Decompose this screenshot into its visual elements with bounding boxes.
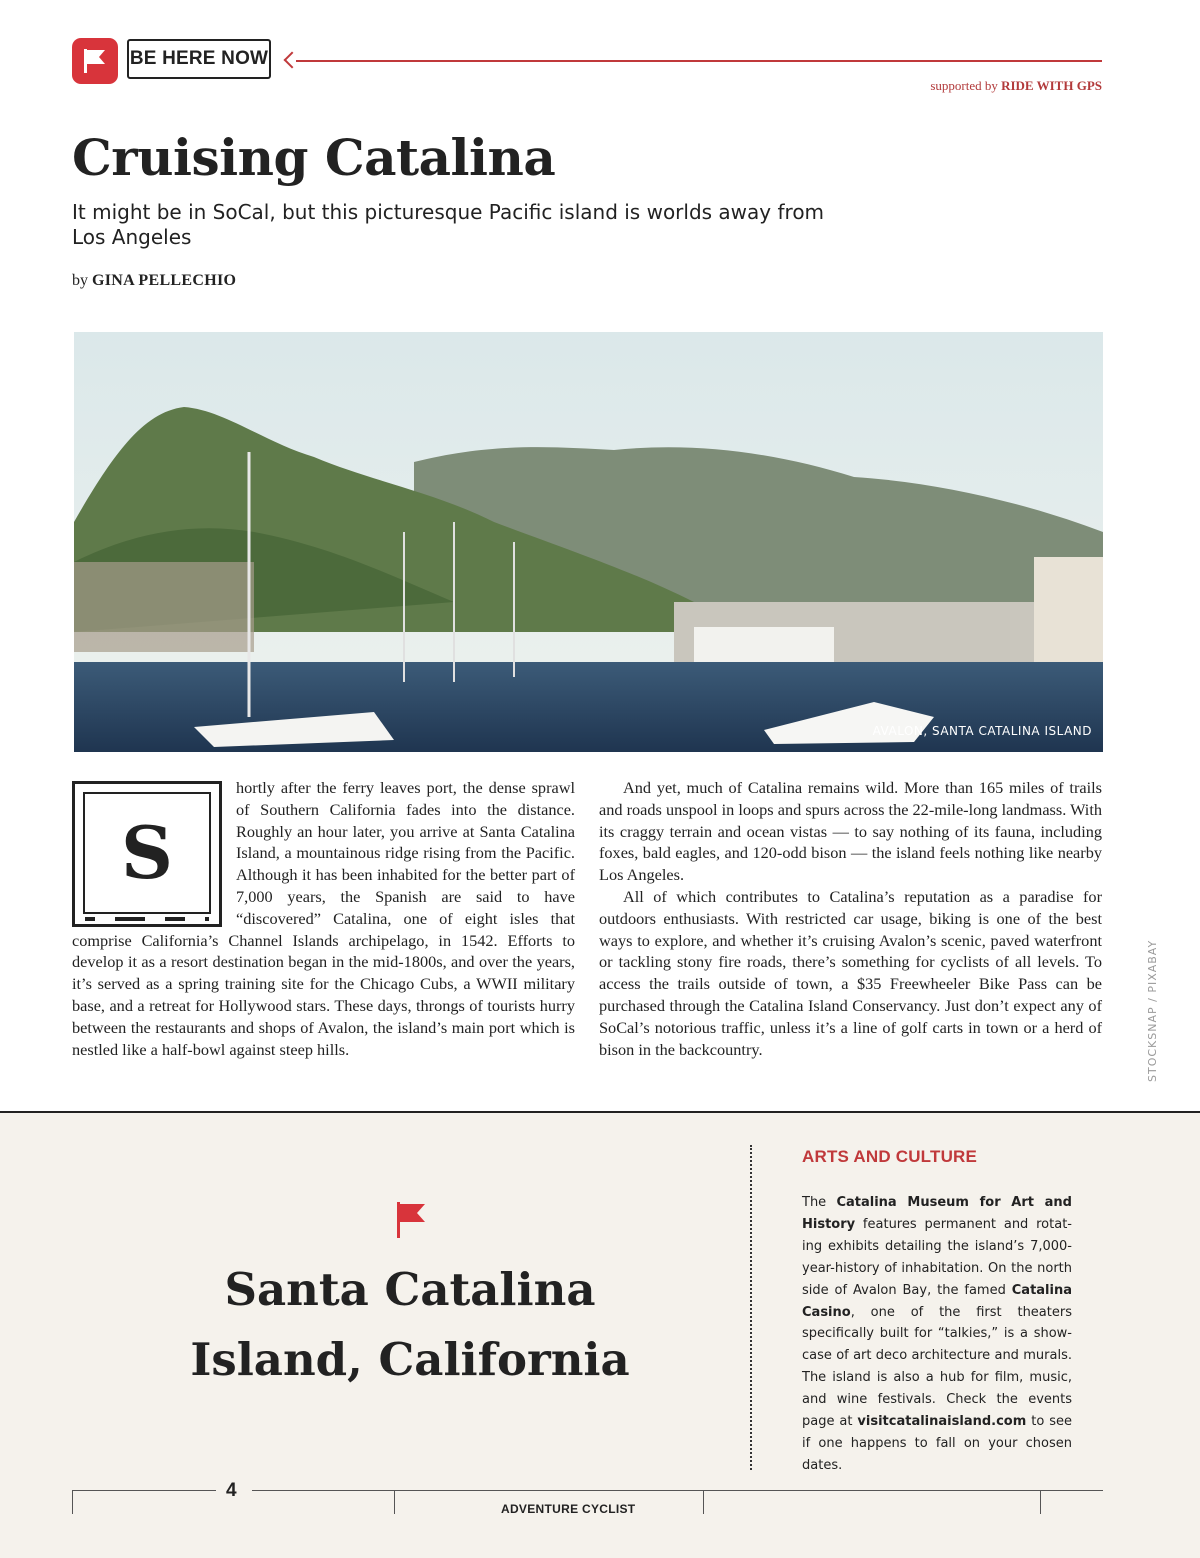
website-link[interactable]: visitcatalinaisland.com bbox=[857, 1414, 1027, 1430]
dropcap-letter: S bbox=[83, 792, 211, 914]
hero-photo bbox=[74, 332, 1103, 752]
dropcap-ornament bbox=[85, 917, 209, 921]
sidebar-text bbox=[802, 1192, 1072, 1477]
place-title-line2: Island, California bbox=[190, 1333, 630, 1386]
casino-name: Catalina Casino bbox=[802, 1282, 1072, 1320]
magazine-name: ADVENTURE CYCLIST bbox=[501, 1502, 636, 1516]
sponsor-line bbox=[930, 78, 1102, 94]
sidebar-heading: ARTS AND CULTURE bbox=[802, 1147, 978, 1166]
footer-rule bbox=[72, 1490, 216, 1491]
body-column-left bbox=[72, 777, 575, 1060]
museum-name: Catalina Museum for Art and History bbox=[802, 1195, 1072, 1232]
footer-tick bbox=[72, 1490, 73, 1514]
byline-prefix: by bbox=[72, 272, 88, 289]
sponsor-name: RIDE WITH GPS bbox=[1001, 78, 1102, 93]
photo-caption: AVALON, SANTA CATALINA ISLAND bbox=[872, 724, 1092, 738]
page-number: 4 bbox=[226, 1480, 237, 1501]
byline bbox=[72, 272, 236, 290]
sidebar-text-4: to see if one happens to fall on your chosen dates. bbox=[802, 1414, 1072, 1473]
footer-rule bbox=[252, 1490, 1103, 1491]
sidebar-text-3: , one of the first theaters specifically built for “talkies,” is a showcase of art deco architecture and murals. The island is also a hub for film, music, and wine festivals. Check the events page at bbox=[802, 1304, 1072, 1430]
paragraph-1: hortly after the ferry leaves port, the dense sprawl of Southern California fades into the distance. Roughly an hour later, you arrive at Santa Catalina Island, a mountainous ridge rising from the Pacific. Although it has been inhabited for the better part of 7,000 years, the Spanish are said to have “discovered” Catalina, one of eight isles that comprise California’s Channel Islands archipelago, in 1542. Efforts to develop it as a resort destination began in the mid-1800s, and over the years, it’s served as a spring training site for the Chicago Cubs, a WWII military base, and a retreat for Hollywood stars. These days, throngs of tourists hurry between the restaurants and shops of Avalon, the island’s main port which is nestled like a half-bowl against steep hills. bbox=[72, 778, 575, 1059]
paragraph-2: And yet, much of Catalina remains wild. More than 165 miles of trails and roads unspool in loops and spurs across the 22-mile-long landmass. With its craggy terrain and ocean vistas — to say nothing of its fauna, including foxes, bald eagles, and 120-odd bison — the island feels nothing like nearby Los Angeles. bbox=[599, 778, 1102, 885]
place-title-line1: Santa Catalina bbox=[224, 1263, 596, 1316]
article-title: Cruising Catalina bbox=[72, 128, 556, 187]
footer-tick bbox=[703, 1490, 704, 1514]
author-name: GINA PELLECHIO bbox=[92, 272, 237, 289]
sidebar-text-1: The bbox=[802, 1195, 837, 1210]
flag-icon bbox=[81, 47, 109, 75]
section-tag: BE HERE NOW bbox=[127, 39, 271, 79]
sidebar-text-2: features permanent and rotating exhibits detailing the island’s 7,000-year-history of inhabitation. On the north side of Avalon Bay, the famed bbox=[802, 1216, 1072, 1298]
section-flag-logo bbox=[72, 38, 118, 84]
article-subtitle: It might be in SoCal, but this picturesque Pacific island is worlds away from Los Angeles bbox=[72, 200, 825, 249]
footer-tick bbox=[1040, 1490, 1041, 1514]
photo-credit: STOCKSNAP / PIXABAY bbox=[1146, 939, 1159, 1082]
header-rule bbox=[296, 60, 1102, 62]
place-title bbox=[110, 1255, 710, 1395]
dropcap bbox=[72, 781, 222, 927]
paragraph-3: All of which contributes to Catalina’s reputation as a paradise for outdoors enthusiasts. With restricted car usage, biking is one of the best ways to explore, and whether it’s cruising Avalon’s scenic, paved waterfront or tackling stony fire roads, there’s something for cyclists of all levels. To access the trails outside of town, a $35 Freewheeler Bike Pass can be purchased through the Catalina Island Conservancy. Just don’t expect any of SoCal’s notorious traffic, unless it’s a line of golf carts in town or a herd of bison in the backcountry. bbox=[599, 886, 1102, 1059]
sponsor-prefix: supported by bbox=[930, 78, 998, 93]
body-column-right bbox=[599, 777, 1102, 1060]
red-flag-icon bbox=[394, 1200, 428, 1244]
footer-tick bbox=[394, 1490, 395, 1514]
dotted-divider bbox=[750, 1145, 752, 1470]
